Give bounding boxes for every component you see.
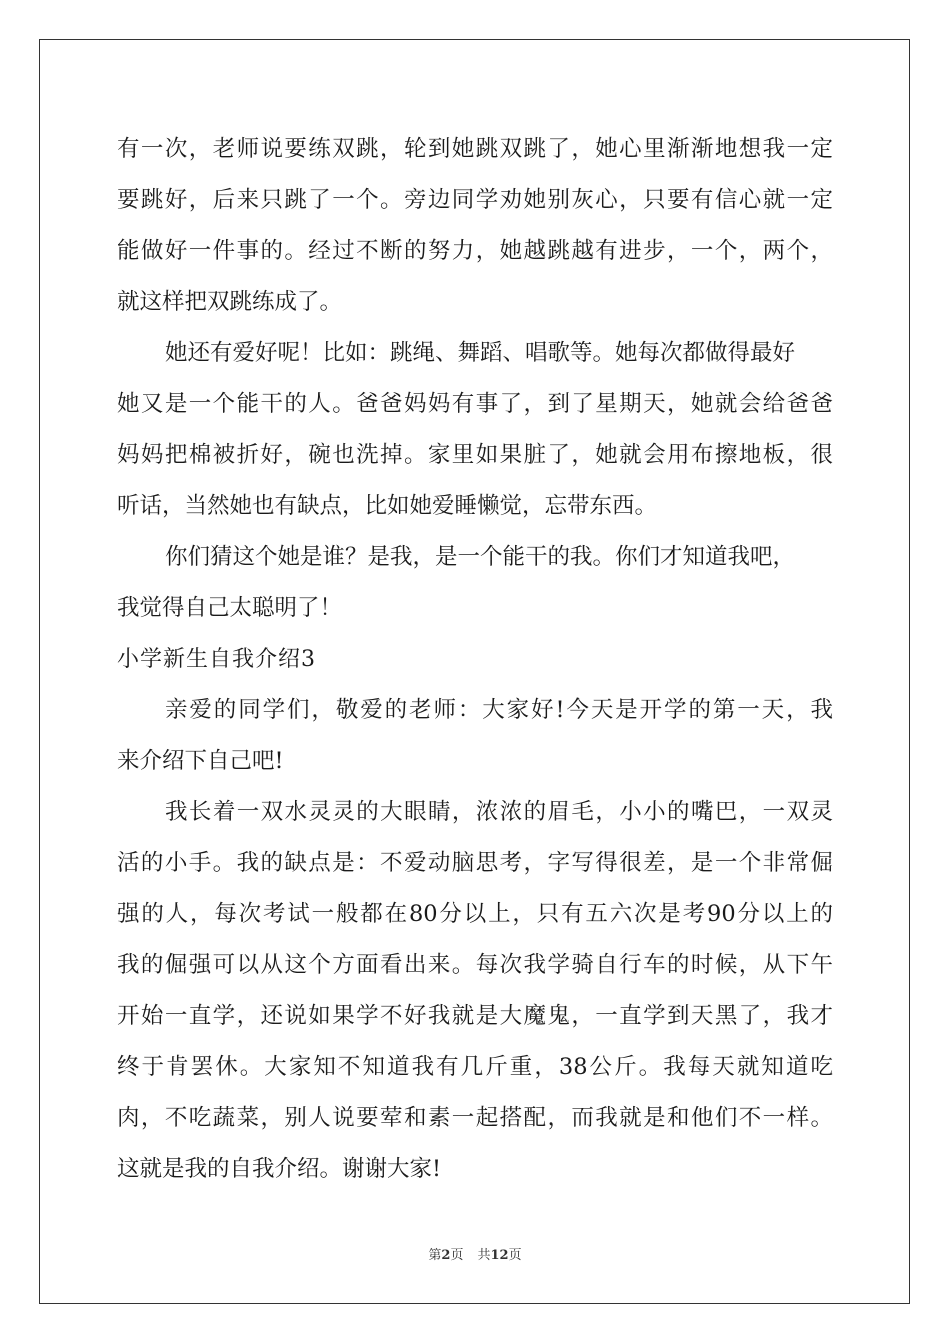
paragraph-line: 亲爱的同学们，敬爱的老师：大家好!今天是开学的第一天，我 (165, 697, 833, 723)
total-pages-prefix: 共 (477, 1248, 491, 1263)
total-pages: 12 (490, 1248, 509, 1263)
paragraph-line: 我的倔强可以从这个方面看出来。每次我学骑自行车的时候，从下午 (117, 952, 833, 978)
paragraph-line: 我觉得自己太聪明了！ (117, 595, 343, 621)
paragraph-line: 就这样把双跳练成了。 (117, 289, 343, 315)
total-pages-suffix: 页 (508, 1248, 522, 1263)
paragraph-line: 能做好一件事的。经过不断的努力，她越跳越有进步，一个，两个， (117, 238, 833, 264)
paragraph-line: 听话，当然她也有缺点，比如她爱睡懒觉，忘带东西。 (117, 493, 658, 519)
page-number-suffix: 页 (450, 1248, 464, 1263)
paragraph-line: 我长着一双水灵灵的大眼睛，浓浓的眉毛，小小的嘴巴，一双灵 (165, 799, 833, 825)
paragraph-line: 她又是一个能干的人。爸爸妈妈有事了，到了星期天，她就会给爸爸 (117, 391, 833, 417)
page-footer (0, 1244, 950, 1263)
section-heading: 小学新生自我介绍3 (117, 647, 316, 672)
paragraph-line: 终于肯罢休。大家知不知道我有几斤重，38公斤。我每天就知道吃 (117, 1054, 833, 1080)
paragraph-line: 你们猜这个她是谁？是我，是一个能干的我。你们才知道我吧， (165, 544, 796, 570)
page-number-prefix: 第 (428, 1248, 442, 1263)
paragraph-line: 开始一直学，还说如果学不好我就是大魔鬼，一直学到天黑了，我才 (117, 1003, 833, 1029)
paragraph-line: 她还有爱好呢！比如：跳绳、舞蹈、唱歌等。她每次都做得最好 (165, 340, 796, 366)
document-body (117, 124, 833, 1195)
paragraph-line: 来介绍下自己吧! (117, 748, 284, 774)
paragraph-line: 要跳好，后来只跳了一个。旁边同学劝她别灰心，只要有信心就一定 (117, 187, 833, 213)
paragraph-line: 这就是我的自我介绍。谢谢大家! (117, 1156, 442, 1182)
paragraph-line: 活的小手。我的缺点是：不爱动脑思考，字写得很差，是一个非常倔 (117, 850, 833, 876)
page-number: 2 (441, 1248, 451, 1263)
paragraph-line: 妈妈把棉被折好，碗也洗掉。家里如果脏了，她就会用布擦地板，很 (117, 442, 833, 468)
paragraph-line: 肉，不吃蔬菜，别人说要荤和素一起搭配，而我就是和他们不一样。 (117, 1105, 833, 1131)
paragraph-line: 有一次，老师说要练双跳，轮到她跳双跳了，她心里渐渐地想我一定 (117, 136, 833, 162)
paragraph-line: 强的人，每次考试一般都在80分以上，只有五六次是考90分以上的 (117, 901, 833, 927)
